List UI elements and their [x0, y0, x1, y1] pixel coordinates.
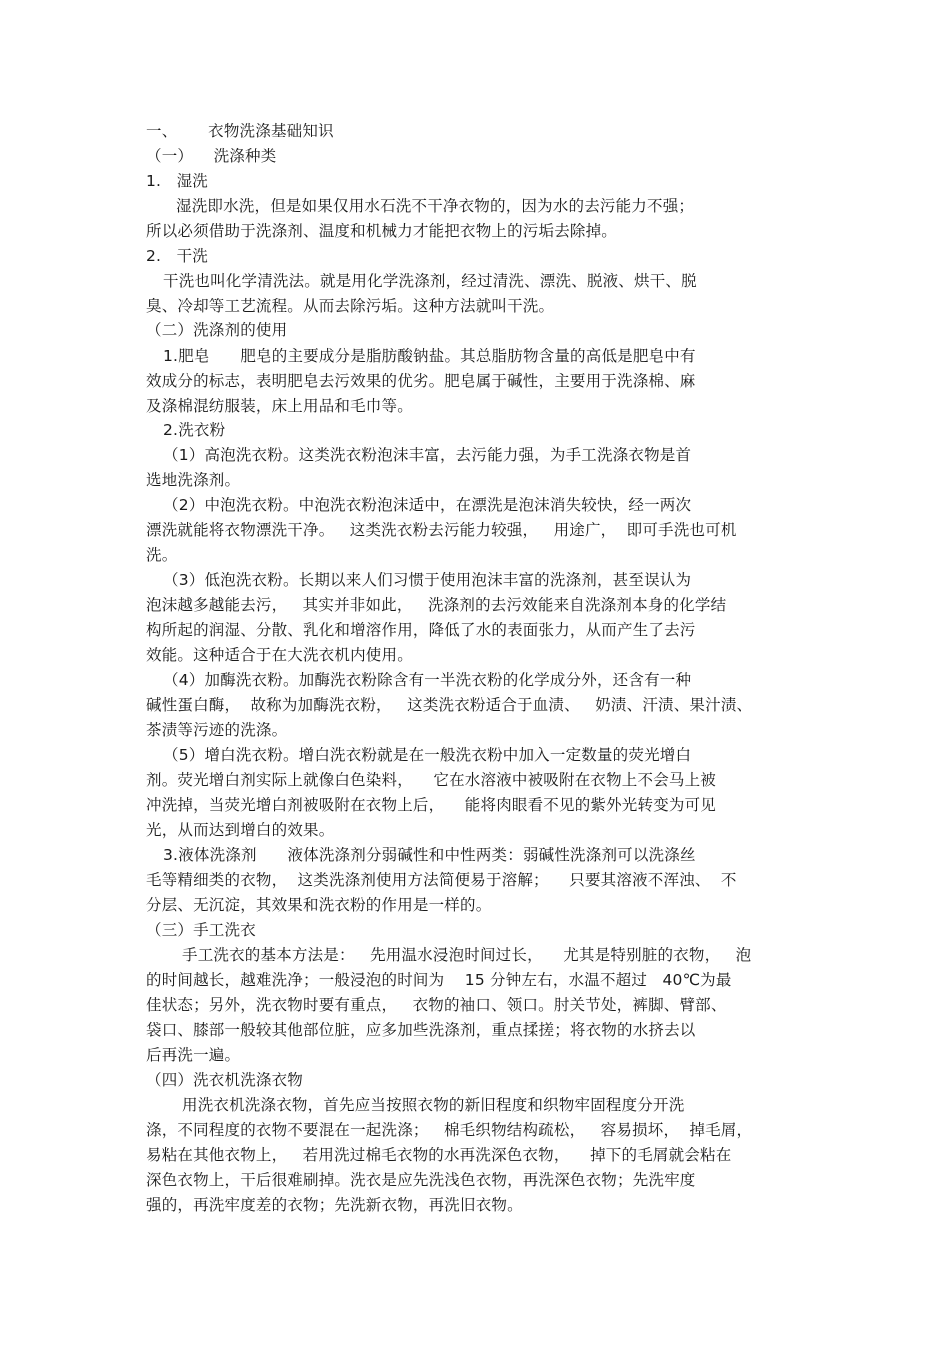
text-line: 易粘在其他衣物上， 若用洗过棉毛衣物的水再洗深色衣物， 掉下的毛屑就会粘在 — [146, 1146, 732, 1164]
text-line: 强的，再洗牢度差的衣物；先洗新衣物，再洗旧衣物。 — [146, 1196, 523, 1214]
text-line: 泡沫越多越能去污， 其实并非如此， 洗涤剂的去污效能来自洗涤剂本身的化学结 — [146, 596, 727, 614]
text-line: 袋口、膝部一般较其他部位脏，应多加些洗涤剂，重点揉搓；将衣物的水挤去以 — [146, 1021, 696, 1039]
text-line: 茶渍等污迹的洗涤。 — [146, 721, 288, 739]
text-line: 用洗衣机洗涤衣物，首先应当按照衣物的新旧程度和织物牢固程度分开洗 — [182, 1096, 685, 1114]
text-line: 深色衣物上，干后很难刷掉。洗衣是应先洗浅色衣物，再洗深色衣物；先洗牢度 — [146, 1171, 696, 1189]
heading-1-4: （四）洗衣机洗涤衣物 — [146, 1071, 304, 1089]
text-line: 臭、冷却等工艺流程。从而去除污垢。这种方法就叫干洗。 — [146, 297, 555, 315]
text-line: 毛等精细类的衣物， 这类洗涤剂使用方法简便易于溶解； 只要其溶液不浑浊、 不 — [146, 871, 737, 889]
text-line: （4）加酶洗衣粉。加酶洗衣粉除含有一半洗衣粉的化学成分外，还含有一种 — [163, 671, 692, 689]
text-line: 所以必须借助于洗涤剂、温度和机械力才能把衣物上的污垢去除掉。 — [146, 222, 618, 240]
text-line: 分层、无沉淀，其效果和洗衣粉的作用是一样的。 — [146, 896, 492, 914]
text-line: （3）低泡洗衣粉。长期以来人们习惯于使用泡沫丰富的洗涤剂，甚至误认为 — [163, 571, 692, 589]
text-line: 构所起的润湿、分散、乳化和增溶作用，降低了水的表面张力，从而产生了去污 — [146, 621, 696, 639]
text-line: 干洗也叫化学清洗法。就是用化学洗涤剂，经过清洗、漂洗、脱液、烘干、脱 — [163, 272, 697, 290]
text-line: 手工洗衣的基本方法是： 先用温水浸泡时间过长， 尤其是特别脏的衣物， 泡 — [182, 946, 752, 964]
text-line: 选地洗涤剂。 — [146, 471, 241, 489]
heading-1-1: （一） 洗涤种类 — [146, 147, 277, 165]
text-line: 光，从而达到增白的效果。 — [146, 821, 335, 839]
text-line: 后再洗一遍。 — [146, 1046, 241, 1064]
text-line: 1.肥皂 肥皂的主要成分是脂肪酸钠盐。其总脂肪物含量的高低是肥皂中有 — [163, 347, 696, 365]
text-line: 及涤棉混纺服装，床上用品和毛巾等。 — [146, 397, 413, 415]
item-2-heading: 2. 干洗 — [146, 247, 208, 265]
item-heading: 2.洗衣粉 — [163, 421, 226, 439]
text-line: 洗。 — [146, 546, 178, 564]
text-line: 涤，不同程度的衣物不要混在一起洗涤； 棉毛织物结构疏松， 容易损坏， 掉毛屑， — [146, 1121, 753, 1139]
text-line: 3.液体洗涤剂 液体洗涤剂分弱碱性和中性两类：弱碱性洗涤剂可以洗涤丝 — [163, 846, 696, 864]
text-line: 剂。荧光增白剂实际上就像白色染料， 它在水溶液中被吸附在衣物上不会马上被 — [146, 771, 717, 789]
text-line: （2）中泡洗衣粉。中泡洗衣粉泡沫适中，在漂洗是泡沫消失较快，经一两次 — [163, 496, 692, 514]
text-line: 效能。这种适合于在大洗衣机内使用。 — [146, 646, 413, 664]
text-line: 碱性蛋白酶， 故称为加酶洗衣粉， 这类洗衣粉适合于血渍、 奶渍、汗渍、果汁渍、 — [146, 696, 753, 714]
text-line: 的时间越长，越难洗净；一般浸泡的时间为 15 分钟左右，水温不超过 40℃为最 — [146, 971, 732, 989]
item-1-heading: 1. 湿洗 — [146, 172, 208, 190]
heading-1-3: （三）手工洗衣 — [146, 921, 256, 939]
text-line: 效成分的标志，表明肥皂去污效果的优劣。肥皂属于碱性，主要用于洗涤棉、麻 — [146, 372, 696, 390]
text-line: （1）高泡洗衣粉。这类洗衣粉泡沫丰富，去污能力强，为手工洗涤衣物是首 — [163, 446, 692, 464]
text-line: 漂洗就能将衣物漂洗干净。 这类洗衣粉去污能力较强， 用途广， 即可手洗也可机 — [146, 521, 737, 539]
text-line: 佳状态；另外，洗衣物时要有重点， 衣物的袖口、领口。肘关节处，裤脚、臂部、 — [146, 996, 727, 1014]
text-line: 冲洗掉，当荧光增白剂被吸附在衣物上后， 能将肉眼看不见的紫外光转变为可见 — [146, 796, 717, 814]
text-line: 湿洗即水洗，但是如果仅用水石洗不干净衣物的，因为水的去污能力不强； — [176, 197, 695, 215]
heading-1-2: （二）洗涤剂的使用 — [146, 321, 288, 339]
text-line: （5）增白洗衣粉。增白洗衣粉就是在一般洗衣粉中加入一定数量的荧光增白 — [163, 746, 692, 764]
heading-1: 一、 衣物洗涤基础知识 — [146, 122, 334, 140]
